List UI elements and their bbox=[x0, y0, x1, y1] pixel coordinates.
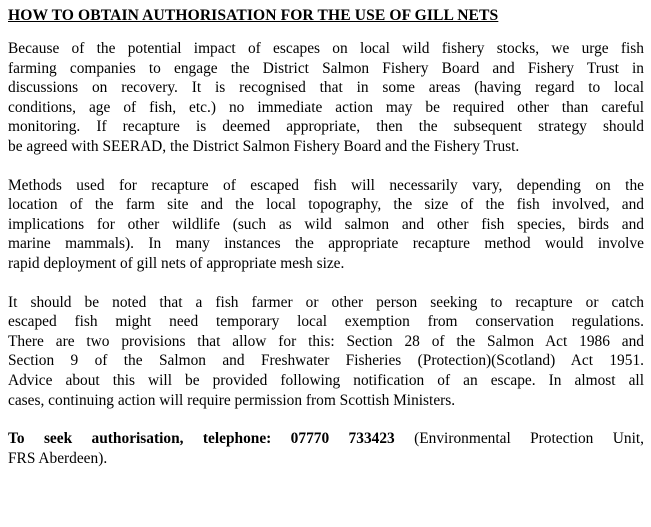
paragraph-line: monitoring. If recapture is deemed appropriate, then the subsequent strategy should bbox=[8, 118, 644, 136]
paragraph-line: Advice about this will be provided following notification of an escape. In almost all bbox=[8, 371, 644, 389]
contact-phone-text: To seek authorisation, telephone: 07770 733423 bbox=[8, 430, 395, 448]
paragraph-line: conditions, age of fish, etc.) no immediate action may be required other than careful bbox=[8, 98, 644, 116]
document-page bbox=[8, 6, 644, 468]
paragraph-line: implications for other wildlife (such as wild salmon and other fish species, birds and bbox=[8, 215, 644, 233]
paragraph-line: Section 9 of the Salmon and Freshwater Fisheries (Protection)(Scotland) Act 1951. bbox=[8, 352, 644, 370]
paragraph-contact bbox=[8, 429, 644, 468]
contact-line bbox=[8, 429, 644, 449]
paragraph-line: Methods used for recapture of escaped fish will necessarily vary, depending on the bbox=[8, 176, 644, 194]
paragraph-line: location of the farm site and the local topography, the size of the fish involved, and bbox=[8, 196, 644, 214]
paragraph-line: It should be noted that a fish farmer or other person seeking to recapture or catch bbox=[8, 293, 644, 311]
paragraph-escapes-impact bbox=[8, 39, 644, 157]
contact-line-location: FRS Aberdeen). bbox=[8, 449, 108, 467]
paragraph-line: rapid deployment of gill nets of appropriate mesh size. bbox=[8, 254, 345, 272]
paragraph-line: farming companies to engage the District Salmon Fishery Board and Fishery Trust in bbox=[8, 59, 644, 77]
paragraph-line: be agreed with SEERAD, the District Salmon Fishery Board and the Fishery Trust. bbox=[8, 137, 520, 155]
paragraph-recapture-methods bbox=[8, 176, 644, 274]
paragraph-line: escaped fish might need temporary local exemption from conservation regulations. bbox=[8, 313, 644, 331]
paragraph-line: marine mammals). In many instances the appropriate recapture method would involve bbox=[8, 235, 644, 253]
paragraph-line: There are two provisions that allow for this: Section 28 of the Salmon Act 1986 and bbox=[8, 332, 644, 350]
paragraph-exemption bbox=[8, 293, 644, 411]
paragraph-line: cases, continuing action will require permission from Scottish Ministers. bbox=[8, 391, 456, 409]
paragraph-line: Because of the potential impact of escapes on local wild fishery stocks, we urge fish bbox=[8, 40, 644, 57]
paragraph-line: discussions on recovery. It is recognised that in some areas (having regard to local bbox=[8, 79, 644, 97]
contact-unit-text: (Environmental Protection Unit, bbox=[394, 430, 644, 448]
document-heading: HOW TO OBTAIN AUTHORISATION FOR THE USE OF GILL NETS bbox=[8, 7, 499, 24]
